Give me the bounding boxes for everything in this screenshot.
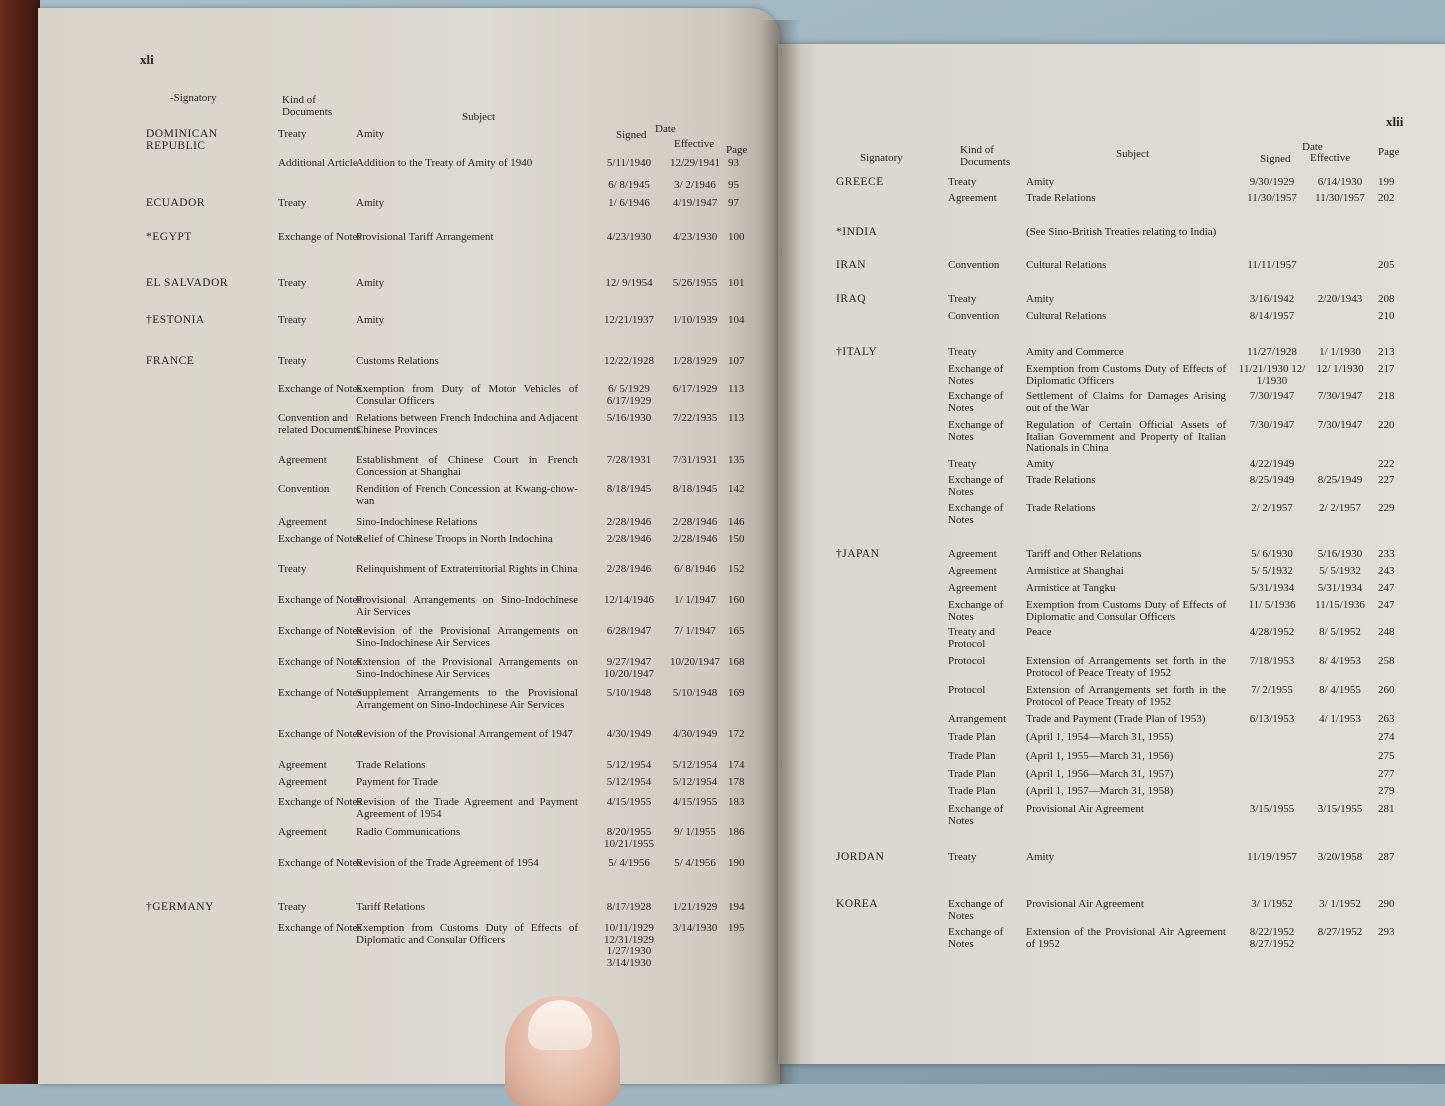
subject-cell: Revision of the Provisional Arrangement of 1947	[356, 728, 573, 740]
header-kind: Kind of Documents	[960, 144, 1011, 168]
subject-cell: Customs Relations	[356, 355, 439, 367]
page-ref-cell: 263	[1378, 713, 1395, 725]
signed-date-cell: 4/22/1949	[1249, 458, 1295, 470]
signed-date-cell: 12/22/1928	[603, 355, 655, 367]
page-ref-cell: 229	[1378, 502, 1395, 514]
kind-cell: Treaty	[278, 355, 307, 367]
page-ref-cell: 220	[1378, 419, 1395, 431]
effective-date-cell: 4/15/1955	[672, 796, 718, 808]
page-ref-cell: 150	[728, 533, 745, 545]
page-ref-cell: 97	[728, 197, 739, 209]
signed-date-cell: 8/18/1945	[606, 483, 652, 495]
effective-date-cell: 4/23/1930	[672, 231, 718, 243]
kind-cell: Exchange of Notes	[948, 474, 1004, 498]
subject-cell: (April 1, 1955—March 31, 1956)	[1026, 750, 1174, 762]
subject-cell: Exemption from Customs Duty of Effects of Diplomatic Officers	[1026, 363, 1226, 387]
book-cover-edge	[0, 0, 40, 1084]
subject-cell: Settlement of Claims for Damages Arising out of the War	[1026, 390, 1226, 414]
kind-cell: Exchange of Notes	[278, 625, 362, 637]
subject-cell: Trade Relations	[1026, 502, 1096, 514]
effective-date-cell: 2/28/1946	[672, 533, 718, 545]
subject-cell: Cultural Relations	[1026, 259, 1107, 271]
effective-date-cell: 3/20/1958	[1317, 851, 1363, 863]
page-ref-cell: 107	[728, 355, 745, 367]
subject-cell: Revision of the Trade Agreement and Payment Agreement of 1954	[356, 796, 578, 820]
subject-cell: Exemption from Customs Duty of Effects of Diplomatic and Consular Officers	[356, 922, 578, 946]
book-gutter-shadow	[760, 20, 800, 1084]
page-ref-cell: 93	[728, 157, 739, 169]
subject-cell: Exemption from Customs Duty of Effects of Diplomatic and Consular Officers	[1026, 599, 1226, 623]
effective-date-cell: 8/ 4/1955	[1319, 684, 1361, 696]
page-ref-cell: 199	[1378, 176, 1395, 188]
kind-cell: Exchange of Notes	[278, 728, 362, 740]
signatory-cell: DOMINICAN REPUBLIC	[146, 128, 218, 152]
page-ref-cell: 293	[1378, 926, 1395, 938]
subject-cell: Cultural Relations	[1026, 310, 1107, 322]
signed-date-cell: 11/21/1930 12/ 1/1930	[1238, 363, 1306, 387]
subject-cell: Amity	[356, 314, 385, 326]
kind-cell: Exchange of Notes	[948, 599, 1004, 623]
effective-date-cell: 5/12/1954	[672, 759, 718, 771]
page-ref-cell: 260	[1378, 684, 1395, 696]
kind-cell: Agreement	[278, 454, 327, 466]
subject-cell: Armistice at Shanghai	[1026, 565, 1124, 577]
signatory-cell: ECUADOR	[146, 197, 206, 209]
page-ref-cell: 243	[1378, 565, 1395, 577]
kind-cell: Trade Plan	[948, 731, 996, 743]
signed-date-cell: 11/11/1957	[1247, 259, 1297, 271]
page-ref-cell: 279	[1378, 785, 1395, 797]
kind-cell: Agreement	[278, 516, 327, 528]
page-ref-cell: 113	[728, 383, 745, 395]
effective-date-cell: 7/30/1947	[1317, 390, 1363, 402]
effective-date-cell: 1/ 1/1930	[1319, 346, 1361, 358]
subject-cell: Amity	[356, 128, 385, 140]
effective-date-cell: 8/ 4/1953	[1319, 655, 1361, 667]
header-signatory: Signatory	[860, 152, 903, 164]
signatory-cell: *EGYPT	[146, 231, 192, 243]
effective-date-cell: 9/ 1/1955	[674, 826, 716, 838]
page-ref-cell: 258	[1378, 655, 1395, 667]
effective-date-cell: 5/31/1934	[1317, 582, 1363, 594]
page-ref-cell: 100	[728, 231, 745, 243]
page-ref-cell: 190	[728, 857, 745, 869]
page-ref-cell: 275	[1378, 750, 1395, 762]
signed-date-cell: 6/28/1947	[606, 625, 652, 637]
subject-cell: Relations between French Indochina and Adjacent Chinese Provinces	[356, 412, 578, 436]
header-subject: Subject	[1116, 148, 1149, 160]
signed-date-cell: 5/12/1954	[606, 759, 652, 771]
subject-cell: Amity	[356, 197, 385, 209]
signed-date-cell: 11/30/1957	[1247, 192, 1297, 204]
effective-date-cell: 7/30/1947	[1317, 419, 1363, 431]
effective-date-cell: 3/15/1955	[1317, 803, 1363, 815]
signed-date-cell: 7/30/1947	[1249, 390, 1295, 402]
kind-cell: Convention	[948, 310, 1000, 322]
kind-cell: Exchange of Notes	[948, 363, 1004, 387]
subject-cell: Amity	[1026, 458, 1055, 470]
signatory-cell: GREECE	[836, 176, 884, 188]
signed-date-cell: 12/14/1946	[603, 594, 655, 606]
effective-date-cell: 1/ 1/1947	[674, 594, 716, 606]
effective-date-cell: 6/ 8/1946	[674, 563, 716, 575]
signed-date-cell: 5/ 6/1930	[1251, 548, 1293, 560]
subject-cell: Revision of the Provisional Arrangements on Sino-Indochinese Air Services	[356, 625, 578, 649]
page-ref-cell: 202	[1378, 192, 1395, 204]
header-signatory: -Signatory	[170, 92, 217, 104]
subject-cell: Regulation of Certain Official Assets of Italian Government and Property of Italian Nationals in China	[1026, 419, 1226, 454]
subject-cell: Trade and Payment (Trade Plan of 1953)	[1026, 713, 1206, 725]
effective-date-cell: 4/ 1/1953	[1319, 713, 1361, 725]
subject-cell: Provisional Arrangements on Sino-Indochinese Air Services	[356, 594, 578, 618]
signatory-cell: IRAN	[836, 259, 867, 271]
page-ref-cell: 104	[728, 314, 745, 326]
page-ref-cell: 222	[1378, 458, 1395, 470]
signed-date-cell: 8/20/1955 10/21/1955	[603, 826, 655, 850]
subject-cell: (April 1, 1957—March 31, 1958)	[1026, 785, 1174, 797]
subject-cell: Addition to the Treaty of Amity of 1940	[356, 157, 533, 169]
page-ref-cell: 168	[728, 656, 745, 668]
signed-date-cell: 8/25/1949	[1249, 474, 1295, 486]
header-kind: Kind of Documents	[282, 94, 333, 118]
header-signed: Signed	[616, 129, 647, 141]
kind-cell: Exchange of Notes	[948, 898, 1004, 922]
effective-date-cell: 5/16/1930	[1317, 548, 1363, 560]
effective-date-cell: 1/10/1939	[672, 314, 718, 326]
page-ref-cell: 165	[728, 625, 745, 637]
kind-cell: Treaty	[278, 128, 307, 140]
subject-cell: Radio Communications	[356, 826, 461, 838]
left-page	[38, 8, 780, 1084]
kind-cell: Exchange of Notes	[278, 687, 362, 699]
signed-date-cell: 9/30/1929	[1249, 176, 1295, 188]
signed-date-cell: 11/27/1928	[1247, 346, 1297, 358]
kind-cell: Trade Plan	[948, 750, 996, 762]
signed-date-cell: 8/17/1928	[606, 901, 652, 913]
page-ref-cell: 172	[728, 728, 745, 740]
subject-cell: Extension of Arrangements set forth in the Protocol of Peace Treaty of 1952	[1026, 684, 1226, 708]
page-ref-cell: 169	[728, 687, 745, 699]
effective-date-cell: 5/12/1954	[672, 776, 718, 788]
header-subject: Subject	[462, 111, 495, 123]
signatory-cell: JORDAN	[836, 851, 885, 863]
subject-cell: Armistice at Tangku	[1026, 582, 1116, 594]
page-ref-cell: 233	[1378, 548, 1395, 560]
signed-date-cell: 4/30/1949	[606, 728, 652, 740]
effective-date-cell: 2/ 2/1957	[1319, 502, 1361, 514]
kind-cell: Exchange of Notes	[948, 419, 1004, 443]
kind-cell: Agreement	[948, 192, 997, 204]
kind-cell: Trade Plan	[948, 768, 996, 780]
subject-cell: Peace	[1026, 626, 1052, 638]
kind-cell: Exchange of Notes	[948, 926, 1004, 950]
kind-cell: Agreement	[948, 565, 997, 577]
effective-date-cell: 3/ 1/1952	[1319, 898, 1361, 910]
signed-date-cell: 6/ 5/1929 6/17/1929	[606, 383, 652, 407]
page-number: xli	[140, 52, 154, 67]
header-date: Date	[655, 123, 676, 135]
effective-date-cell: 10/20/1947	[669, 656, 721, 668]
kind-cell: Agreement	[278, 776, 327, 788]
page-ref-cell: 195	[728, 922, 745, 934]
kind-cell: Trade Plan	[948, 785, 996, 797]
subject-cell: (April 1, 1954—March 31, 1955)	[1026, 731, 1174, 743]
subject-cell: Tariff Relations	[356, 901, 425, 913]
page-ref-cell: 194	[728, 901, 745, 913]
subject-cell: Revision of the Trade Agreement of 1954	[356, 857, 539, 869]
subject-cell: Extension of the Provisional Air Agreement of 1952	[1026, 926, 1226, 950]
subject-cell: Trade Relations	[1026, 474, 1096, 486]
page-ref-cell: 95	[728, 179, 739, 191]
kind-cell: Agreement	[948, 582, 997, 594]
subject-cell: Exemption from Duty of Motor Vehicles of Consular Officers	[356, 383, 578, 407]
kind-cell: Exchange of Notes	[948, 390, 1004, 414]
right-page	[778, 44, 1445, 1064]
signed-date-cell: 5/16/1930	[606, 412, 652, 424]
page-ref-cell: 281	[1378, 803, 1395, 815]
effective-date-cell: 8/18/1945	[672, 483, 718, 495]
effective-date-cell: 8/ 5/1952	[1319, 626, 1361, 638]
effective-date-cell: 5/ 5/1932	[1319, 565, 1361, 577]
signed-date-cell: 10/11/1929 12/31/1929 1/27/1930 3/14/1930	[603, 922, 655, 969]
kind-cell: Convention	[948, 259, 1000, 271]
kind-cell: Exchange of Notes	[948, 803, 1004, 827]
signed-date-cell: 9/27/1947 10/20/1947	[603, 656, 655, 680]
header-page: Page	[726, 144, 748, 156]
effective-date-cell: 7/ 1/1947	[674, 625, 716, 637]
kind-cell: Treaty	[278, 563, 307, 575]
signed-date-cell: 5/ 5/1932	[1251, 565, 1293, 577]
signatory-cell: EL SALVADOR	[146, 277, 229, 289]
effective-date-cell: 2/28/1946	[672, 516, 718, 528]
subject-cell: Rendition of French Concession at Kwang-chow-wan	[356, 483, 578, 507]
effective-date-cell: 2/20/1943	[1317, 293, 1363, 305]
signed-date-cell: 7/18/1953	[1249, 655, 1295, 667]
subject-cell: Tariff and Other Relations	[1026, 548, 1142, 560]
effective-date-cell: 11/15/1936	[1315, 599, 1365, 611]
signed-date-cell: 2/28/1946	[606, 533, 652, 545]
page-ref-cell: 186	[728, 826, 745, 838]
kind-cell: Exchange of Notes	[278, 796, 362, 808]
subject-cell: Amity	[356, 277, 385, 289]
signed-date-cell: 2/ 2/1957	[1251, 502, 1293, 514]
kind-cell: Arrangement	[948, 713, 1007, 725]
effective-date-cell: 5/10/1948	[672, 687, 718, 699]
page-ref-cell: 146	[728, 516, 745, 528]
signatory-cell: †ESTONIA	[146, 314, 205, 326]
kind-cell: Exchange of Notes	[278, 656, 362, 668]
header-page: Page	[1378, 146, 1400, 158]
signed-date-cell: 7/ 2/1955	[1251, 684, 1293, 696]
kind-cell: Treaty and Protocol	[948, 626, 995, 650]
signed-date-cell: 3/ 1/1952	[1251, 898, 1293, 910]
page-ref-cell: 174	[728, 759, 745, 771]
subject-cell: Amity	[1026, 293, 1055, 305]
signed-date-cell: 8/22/1952 8/27/1952	[1249, 926, 1295, 950]
page-ref-cell: 208	[1378, 293, 1395, 305]
effective-date-cell: 6/17/1929	[672, 383, 718, 395]
signed-date-cell: 6/13/1953	[1249, 713, 1295, 725]
page-ref-cell: 113	[728, 412, 745, 424]
page-ref-cell: 142	[728, 483, 745, 495]
kind-cell: Treaty	[278, 901, 307, 913]
signed-date-cell: 3/15/1955	[1249, 803, 1295, 815]
kind-cell: Convention and related Documents	[278, 412, 361, 436]
page-ref-cell: 247	[1378, 582, 1395, 594]
page-ref-cell: 247	[1378, 599, 1395, 611]
page-ref-cell: 287	[1378, 851, 1395, 863]
page-ref-cell: 101	[728, 277, 745, 289]
page-ref-cell: 274	[1378, 731, 1395, 743]
kind-cell: Treaty	[948, 851, 977, 863]
effective-date-cell: 8/27/1952	[1317, 926, 1363, 938]
signed-date-cell: 12/ 9/1954	[605, 277, 653, 289]
kind-cell: Treaty	[948, 293, 977, 305]
page-ref-cell: 248	[1378, 626, 1395, 638]
kind-cell: Treaty	[948, 176, 977, 188]
signed-date-cell: 5/ 4/1956	[608, 857, 650, 869]
page-ref-cell: 213	[1378, 346, 1395, 358]
signed-date-cell: 11/19/1957	[1247, 851, 1297, 863]
signed-date-cell: 5/12/1954	[606, 776, 652, 788]
header-signed: Signed	[1260, 153, 1291, 165]
signatory-cell: FRANCE	[146, 355, 195, 367]
subject-cell: Extension of the Provisional Arrangements on Sino-Indochinese Air Services	[356, 656, 578, 680]
signed-date-cell: 5/11/1940	[606, 157, 652, 169]
page-ref-cell: 152	[728, 563, 745, 575]
signed-date-cell: 5/10/1948	[606, 687, 652, 699]
signed-date-cell: 6/ 8/1945	[608, 179, 650, 191]
effective-date-cell: 12/29/1941	[669, 157, 721, 169]
subject-cell: Trade Relations	[356, 759, 426, 771]
kind-cell: Exchange of Notes	[278, 231, 362, 243]
signed-date-cell: 4/23/1930	[606, 231, 652, 243]
signed-date-cell: 7/28/1931	[606, 454, 652, 466]
page-ref-cell: 277	[1378, 768, 1395, 780]
subject-cell: Supplement Arrangements to the Provisional Arrangement on Sino-Indochinese Air Services	[356, 687, 578, 711]
subject-cell: Provisional Air Agreement	[1026, 803, 1144, 815]
kind-cell: Treaty	[948, 346, 977, 358]
subject-cell: Extension of Arrangements set forth in the Protocol of Peace Treaty of 1952	[1026, 655, 1226, 679]
signed-date-cell: 12/21/1937	[603, 314, 655, 326]
subject-cell: (April 1, 1956—March 31, 1957)	[1026, 768, 1174, 780]
page-ref-cell: 217	[1378, 363, 1395, 375]
signed-date-cell: 11/ 5/1936	[1248, 599, 1296, 611]
kind-cell: Treaty	[948, 458, 977, 470]
signed-date-cell: 7/30/1947	[1249, 419, 1295, 431]
effective-date-cell: 6/14/1930	[1317, 176, 1363, 188]
signatory-cell: KOREA	[836, 898, 879, 910]
kind-cell: Exchange of Notes	[278, 857, 362, 869]
signed-date-cell: 2/28/1946	[606, 563, 652, 575]
signatory-cell: †GERMANY	[146, 901, 214, 913]
signed-date-cell: 5/31/1934	[1249, 582, 1295, 594]
signed-date-cell: 4/15/1955	[606, 796, 652, 808]
kind-cell: Treaty	[278, 197, 307, 209]
subject-cell: Provisional Air Agreement	[1026, 898, 1144, 910]
signatory-cell: †ITALY	[836, 346, 878, 358]
subject-cell: Provisional Tariff Arrangement	[356, 231, 494, 243]
kind-cell: Treaty	[278, 314, 307, 326]
kind-cell: Convention	[278, 483, 330, 495]
subject-cell: Relief of Chinese Troops in North Indochina	[356, 533, 553, 545]
page-ref-cell: 183	[728, 796, 745, 808]
kind-cell: Agreement	[278, 826, 327, 838]
kind-cell: Exchange of Notes	[278, 533, 362, 545]
subject-cell: Relinquishment of Extraterritorial Rights in China	[356, 563, 578, 575]
subject-cell: Amity and Commerce	[1026, 346, 1124, 358]
subject-cell: Trade Relations	[1026, 192, 1096, 204]
kind-cell: Agreement	[948, 548, 997, 560]
page-ref-cell: 210	[1378, 310, 1395, 322]
subject-cell: Payment for Trade	[356, 776, 438, 788]
page-ref-cell: 160	[728, 594, 745, 606]
page-ref-cell: 290	[1378, 898, 1395, 910]
signatory-cell: *INDIA	[836, 226, 878, 238]
kind-cell: Agreement	[278, 759, 327, 771]
kind-cell: Exchange of Notes	[278, 922, 362, 934]
effective-date-cell: 1/21/1929	[672, 901, 718, 913]
page-number: xlii	[1386, 114, 1404, 129]
signed-date-cell: 8/14/1957	[1249, 310, 1295, 322]
effective-date-cell: 3/ 2/1946	[674, 179, 716, 191]
effective-date-cell: 4/19/1947	[672, 197, 718, 209]
kind-cell: Treaty	[278, 277, 307, 289]
page-ref-cell: 218	[1378, 390, 1395, 402]
effective-date-cell: 3/14/1930	[672, 922, 718, 934]
page-ref-cell: 205	[1378, 259, 1395, 271]
kind-cell: Protocol	[948, 684, 986, 696]
subject-cell: Establishment of Chinese Court in French Concession at Shanghai	[356, 454, 578, 478]
signed-date-cell: 2/28/1946	[606, 516, 652, 528]
effective-date-cell: 11/30/1957	[1315, 192, 1365, 204]
kind-cell: Exchange of Notes	[948, 502, 1004, 526]
kind-cell: Exchange of Notes	[278, 594, 362, 606]
signatory-cell: †JAPAN	[836, 548, 880, 560]
page-ref-cell: 135	[728, 454, 745, 466]
effective-date-cell: 4/30/1949	[672, 728, 718, 740]
header-date: Date	[1302, 141, 1323, 153]
effective-date-cell: 5/26/1955	[672, 277, 718, 289]
effective-date-cell: 12/ 1/1930	[1316, 363, 1364, 375]
page-ref-cell: 178	[728, 776, 745, 788]
subject-cell: Sino-Indochinese Relations	[356, 516, 478, 528]
effective-date-cell: 7/31/1931	[672, 454, 718, 466]
effective-date-cell: 1/28/1929	[672, 355, 718, 367]
effective-date-cell: 5/ 4/1956	[674, 857, 716, 869]
signatory-cell: IRAQ	[836, 293, 867, 305]
signed-date-cell: 4/28/1952	[1249, 626, 1295, 638]
effective-date-cell: 7/22/1935	[672, 412, 718, 424]
effective-date-cell: 8/25/1949	[1317, 474, 1363, 486]
kind-cell: Exchange of Notes	[278, 383, 362, 395]
subject-cell: Amity	[1026, 176, 1055, 188]
kind-cell: Additional Article	[278, 157, 358, 169]
page-ref-cell: 227	[1378, 474, 1395, 486]
kind-cell: Protocol	[948, 655, 986, 667]
signed-date-cell: 1/ 6/1946	[608, 197, 650, 209]
signed-date-cell: 3/16/1942	[1249, 293, 1295, 305]
subject-cell: (See Sino-British Treaties relating to India)	[1026, 226, 1217, 238]
header-effective: Effective	[674, 138, 715, 150]
header-effective: Effective	[1310, 152, 1351, 164]
subject-cell: Amity	[1026, 851, 1055, 863]
